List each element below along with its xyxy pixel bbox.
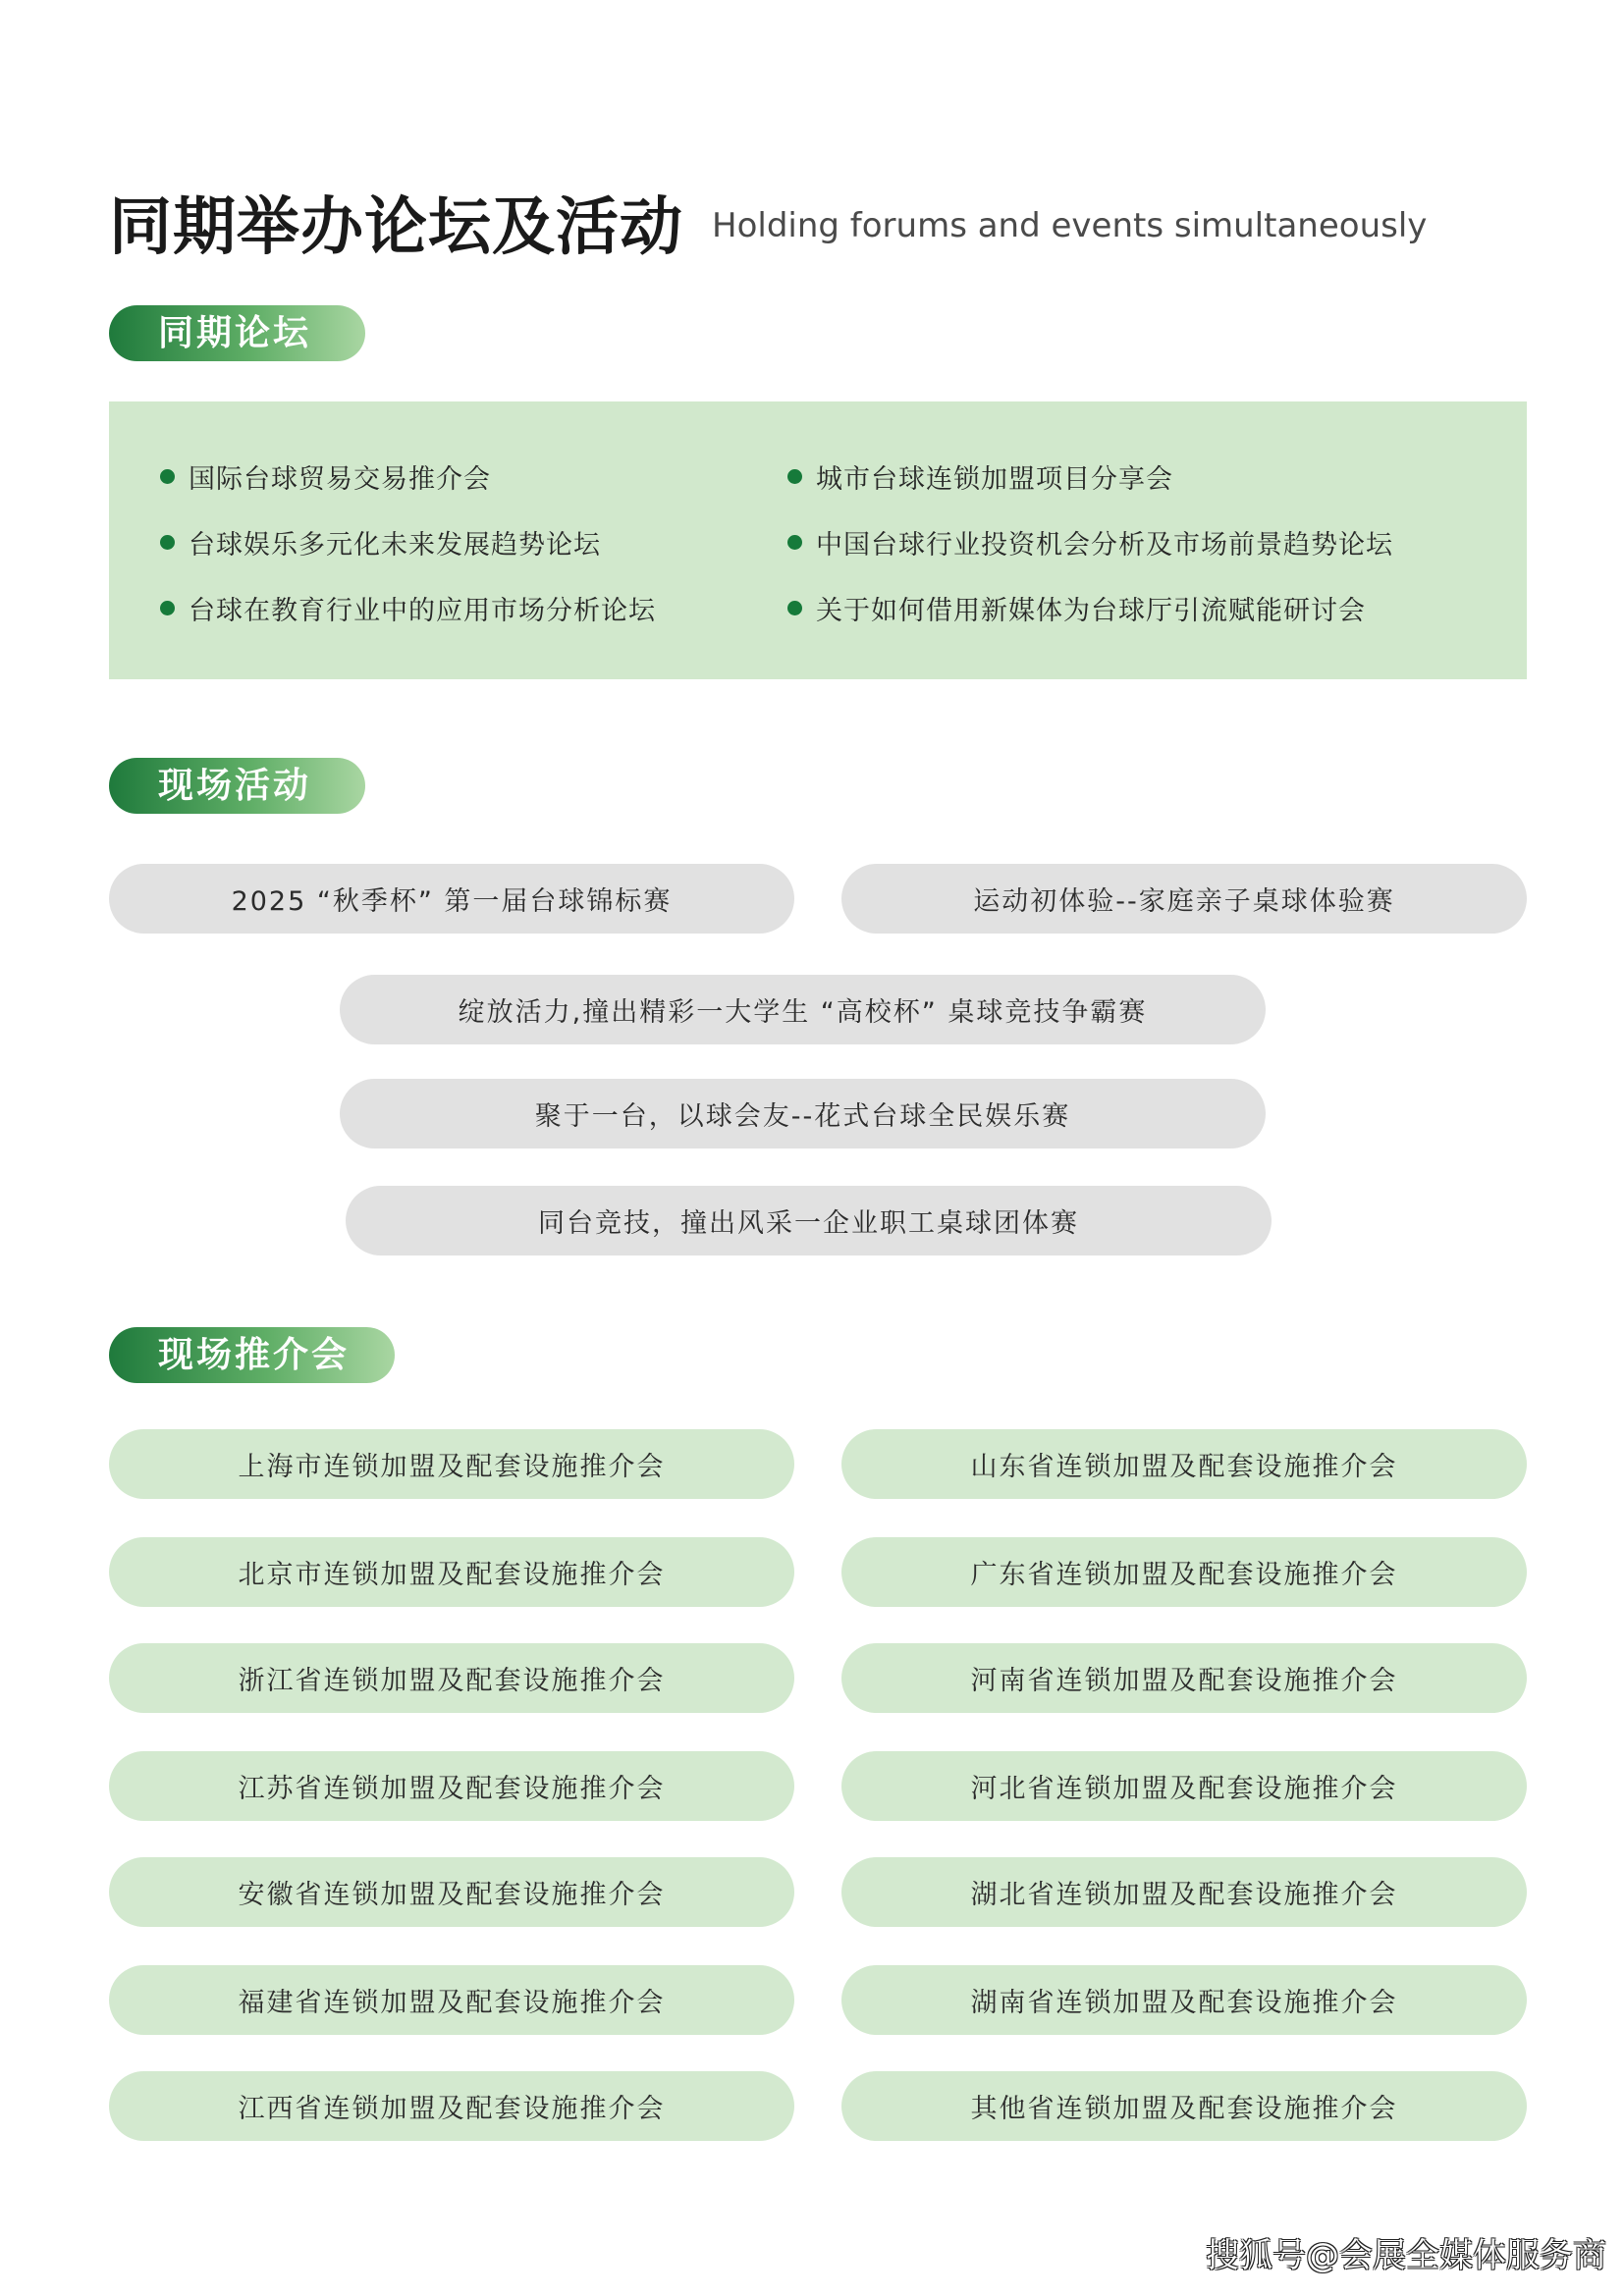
activity-pill: 绽放活力,撞出精彩一大学生 “高校杯” 桌球竞技争霸赛 [340, 975, 1266, 1044]
promotion-pill: 湖北省连锁加盟及配套设施推介会 [841, 1857, 1527, 1927]
forum-item-text: 中国台球行业投资机会分析及市场前景趋势论坛 [816, 530, 1393, 561]
watermark: 搜狐号@会展全媒体服务商 [1206, 2236, 1606, 2275]
forum-item [160, 523, 601, 561]
page-title: 同期举办论坛及活动 [109, 191, 683, 264]
promotion-pill: 广东省连锁加盟及配套设施推介会 [841, 1537, 1527, 1607]
forum-item-text: 国际台球贸易交易推介会 [189, 464, 491, 495]
bullet-dot-icon [787, 469, 802, 484]
promotion-pill: 湖南省连锁加盟及配套设施推介会 [841, 1965, 1527, 2035]
activity-pill: 聚于一台，以球会友--花式台球全民娱乐赛 [340, 1079, 1266, 1148]
forum-item [160, 457, 491, 496]
promotion-pill: 上海市连锁加盟及配套设施推介会 [109, 1429, 794, 1499]
promotion-pill: 安徽省连锁加盟及配套设施推介会 [109, 1857, 794, 1927]
section-label-forums: 同期论坛 [109, 305, 365, 361]
promotion-pill: 山东省连锁加盟及配套设施推介会 [841, 1429, 1527, 1499]
activity-pill: 2025 “秋季杯” 第一届台球锦标赛 [109, 864, 794, 934]
promotion-pill: 江西省连锁加盟及配套设施推介会 [109, 2071, 794, 2141]
forum-item [787, 457, 1173, 496]
promotion-pill: 江苏省连锁加盟及配套设施推介会 [109, 1751, 794, 1821]
promotion-pill: 河北省连锁加盟及配套设施推介会 [841, 1751, 1527, 1821]
forum-item-text: 城市台球连锁加盟项目分享会 [816, 464, 1173, 495]
forum-item [160, 589, 656, 627]
promotion-pill: 其他省连锁加盟及配套设施推介会 [841, 2071, 1527, 2141]
forum-item-text: 台球娱乐多元化未来发展趋势论坛 [189, 530, 601, 561]
bullet-dot-icon [160, 469, 175, 484]
page-subtitle: Holding forums and events simultaneously [712, 206, 1428, 245]
bullet-dot-icon [787, 535, 802, 550]
bullet-dot-icon [160, 535, 175, 550]
bullet-dot-icon [787, 601, 802, 615]
promotion-pill: 福建省连锁加盟及配套设施推介会 [109, 1965, 794, 2035]
activity-pill: 运动初体验--家庭亲子桌球体验赛 [841, 864, 1527, 934]
section-label-activities: 现场活动 [109, 758, 365, 814]
forum-item [787, 589, 1366, 627]
promotion-pill: 浙江省连锁加盟及配套设施推介会 [109, 1643, 794, 1713]
activity-pill: 同台竞技，撞出风采一企业职工桌球团体赛 [346, 1186, 1272, 1255]
section-label-promotions: 现场推介会 [109, 1327, 395, 1383]
promotion-pill: 河南省连锁加盟及配套设施推介会 [841, 1643, 1527, 1713]
forum-item [787, 523, 1393, 561]
bullet-dot-icon [160, 601, 175, 615]
promotion-pill: 北京市连锁加盟及配套设施推介会 [109, 1537, 794, 1607]
forum-item-text: 关于如何借用新媒体为台球厅引流赋能研讨会 [816, 596, 1366, 626]
forum-item-text: 台球在教育行业中的应用市场分析论坛 [189, 596, 656, 626]
